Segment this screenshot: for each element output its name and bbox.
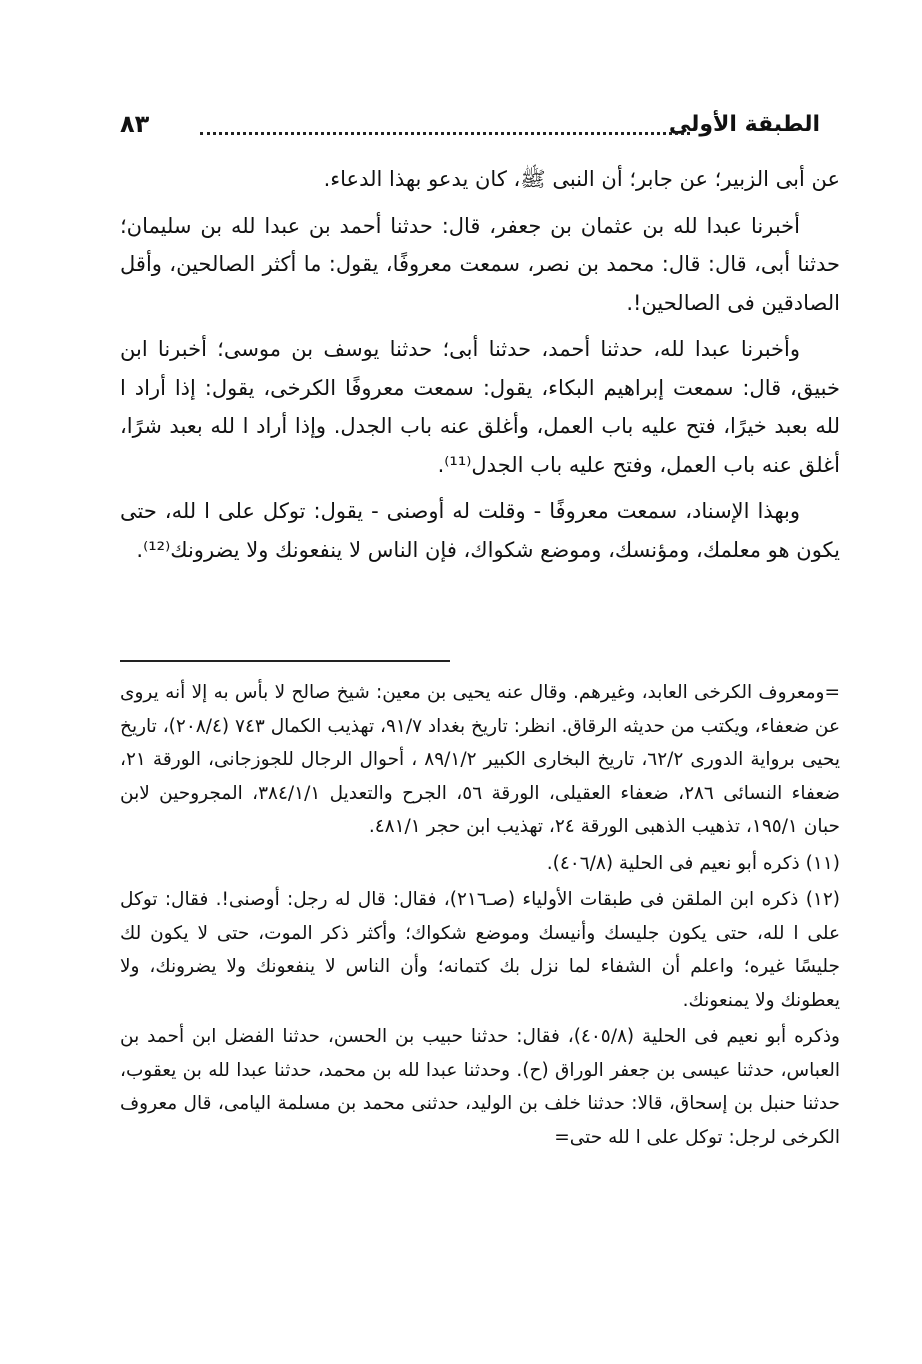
header-dot-leader: [200, 132, 690, 135]
footnote-paragraph: وذكره أبو نعيم فى الحلية (٤٠٥/٨)، فقال: حدثنا حبيب بن الحسن، حدثنا الفضل ابن أحمد بن العباس، حدثنا عيسى بن جعفر الوراق (ح). وحدثنا عبدا لله بن محمد، حدثنا عبدا لله بن يعقوب، حدثنا حنبل بن إسحاق، قالا: حدثنا خلف بن الوليد، حدثنى محمد بن مسلمة اليامى، قال معروف الكرخى لرجل: توكل على ا لله حتى=: [120, 1026, 840, 1148]
main-paragraph: عن أبى الزبير؛ عن جابر؛ أن النبى ﷺ، كان يدعو بهذا الدعاء.: [323, 167, 840, 191]
page-number: ٨٣: [120, 110, 150, 138]
footnote-paragraph: (١١) ذكره أبو نعيم فى الحلية (٤٠٦/٨).: [546, 852, 840, 874]
footnote-paragraph: (١٢) ذكره ابن الملقن فى طبقات الأولياء (صـ٢١٦)، فقال: قال له رجل: أوصنى!. فقال: توكل على ا لله، حتى يكون جليسك وأنيسك وموضع شكواك؛ وأكثر ذكر الموت، حتى لا يكون لك جليسًا غيره؛ واعلم أن الشفاء لما نزل بك كتمانه؛ وأن الناس لا ينفعونك ولا يضرونك، ولا يعطونك ولا يمنعونك.: [120, 889, 841, 1011]
main-paragraph: أخبرنا عبدا لله بن عثمان بن جعفر، قال: حدثنا أحمد بن عبدا لله بن سليمان؛ حدثنا أبى، قال: قال: محمد بن نصر، سمعت معروفًا، يقول: ما أكثر الصالحين، وأقل الصادقين فى الصالحين!.: [120, 213, 840, 315]
main-paragraph: وبهذا الإسناد، سمعت معروفًا - وقلت له أوصنى - يقول: توكل على ا لله، حتى يكون هو معلمك، ومؤنسك، وموضع شكواك، فإن الناس لا ينفعونك ولا يضرونك⁽¹²⁾.: [120, 499, 840, 562]
main-text: [120, 160, 840, 577]
running-header: [120, 110, 820, 152]
main-paragraph: وأخبرنا عبدا لله، حدثنا أحمد، حدثنا أبى؛ حدثنا يوسف بن موسى؛ أخبرنا ابن خبيق، قال: سمعت إبراهيم البكاء، يقول: سمعت معروفًا الكرخى، يقول: إذا أراد ا لله بعبد خيرًا، فتح عليه باب العمل، وأغلق عنه باب الجدل. وإذا أراد ا لله بعبد شرًا، أغلق عنه باب العمل، وفتح عليه باب الجدل⁽¹¹⁾.: [120, 337, 840, 477]
footnotes: [120, 676, 840, 1157]
section-title: الطبقة الأولى: [668, 112, 820, 137]
footnote-paragraph: =ومعروف الكرخى العابد، وغيرهم. وقال عنه يحيى بن معين: شيخ صالح لا بأس به إلا أنه يروى عن ضعفاء، ويكتب من حديثه الرقاق. انظر: تاريخ بغداد ٩١/٧، تهذيب الكمال ٧٤٣ (٢٠٨/٤)، تاريخ يحيى برواية الدورى ٦٢/٢، تاريخ البخارى الكبير ٨٩/١/٢ ، أحوال الرجال للجوزجانى، الورقة ٢١، ضعفاء النسائى ٢٨٦، ضعفاء العقيلى، الورقة ٥٦، الجرح والتعديل ٣٨٤/١/١، المجروحين لابن حبان ١٩٥/١، تذهيب الذهبى الورقة ٢٤، تهذيب ابن حجر ٤٨١/١.: [120, 682, 840, 837]
footnote-separator: [120, 660, 450, 662]
